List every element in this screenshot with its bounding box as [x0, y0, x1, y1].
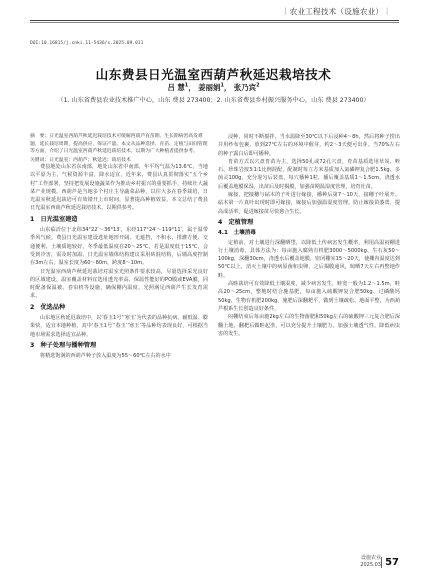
author-affil-mark: 1 — [184, 82, 189, 89]
paragraph: 闷棚结束后每亩施2kg左右的生物菌肥和50kg左右的硫酸钾三元复合肥后深翻土地，翻耙后做畦起垄，可以充分提升土壤肥力，加强土壤透气性，降低病虫害的发生。 — [218, 314, 400, 337]
journal-column-tag: ｜农业工程技术（设施农业）｜ — [281, 7, 391, 16]
paragraph: 日光温室西葫芦秋延迟栽培对温室光照条件要求较高，尽量选择采光良好的区域建设，温室覆盖材料宜选用透光率高、保温性能好的PO膜或EVA膜，同时配备保温被、卷帘机等设施，确保棚内温度、光照满足西葫芦生长发育需求。 — [30, 268, 208, 300]
paragraph: 山东地区秋延迟栽培中，以‘春玉1号’‘寒玉’为代表的品种抗病、耐低温、膨果快，适宜本地种植，其中‘春玉1号’‘春玉’‘寒玉’等品种均表现良好，可根据当地市场需求选择适宜品种。 — [30, 315, 208, 338]
right-column — [218, 133, 400, 338]
page-number: 57 — [381, 557, 399, 568]
abstract — [30, 133, 210, 164]
paragraph: 费县地处山东省东南部，地处山东省中南部，年平均气温为13.6℃，当地以平原为主，气候资源丰富，降水适宜，近年来，费县认真贯彻落实“五个乡村”工作部署，坚持把发展设施蔬菜作为推动乡村振兴的重要抓手，持续壮大蔬菜产业规模。西葫芦是当地多个村庄主导蔬菜品种，以往大多在春季栽培，日光温室秋延迟栽培可有效错开上市时间，显著提高种植效益，本文总结了费县日光温室西葫芦秋延迟栽培技术，以期供参考。 — [30, 164, 208, 212]
header-rule-thin — [30, 22, 399, 23]
author-list: 吕 慧$^1$， 姜丽娟$^1$， 张乃宾$^2$ — [167, 82, 260, 92]
abstract-text: 摘 要：日光温室西葫芦秋延迟栽培技术可缓解西葫芦育苗期、生长期病害高发难题，延长栽培周期，提高供应，保证产量。本文从品种选择、育苗、定植与田间管理等方面，介绍了日光温室西葫芦秋延迟栽培技术，以期为广大种植者提供参考。 — [30, 134, 208, 155]
section-heading: 1 日光温室建造 — [30, 215, 78, 223]
author-name: 姜丽娟 — [198, 83, 221, 92]
paragraph: 将精选饱满的西葫芦种子放入温度为55～60℃左右的水中 — [40, 353, 171, 360]
section-heading: 4 定植管理 — [218, 218, 254, 226]
section-heading: 2 优选品种 — [30, 303, 66, 311]
subsection-heading: 4.1 土壤消毒 — [218, 230, 256, 237]
left-column — [30, 163, 208, 361]
section-heading: 3 种子处理与播种管理 — [30, 341, 97, 349]
paragraph: 育苗方式以穴盘育苗为主，选择50孔或72孔穴盘，育苗基质选用草炭、蛭石、珍珠岩按3∶1∶1比例混配，配制时每立方米基质加入氮磷钾复合肥1.5kg、多菌灵100g，充分混匀后装盘，每穴播种1粒，播后覆盖基质1～1.5cm，浇透水后覆盖地膜保湿，出苗后及时揭膜，加强苗期温湿度管理，培育壮苗。 — [218, 158, 400, 190]
paragraph: 嫁接，把接穗与砧木的子叶进行嫁接，播种后第7～10天，接穗子叶展开、砧木第一片真叶出现时即可嫁接，嫁接后加强温湿度管理，防止嫁接苗萎蔫，提高成活率，促进嫁接苗尽快愈合生长。 — [218, 192, 400, 215]
author-affil-mark: 1 — [220, 82, 224, 89]
header-rule — [30, 20, 399, 21]
paragraph: 山东临沂位于北纬34°22′～36°13′，东经117°24′～119°11′，属于温带季风气候。费县日光温室建设选址地形开阔、无遮挡，不积水，排灌方便、交通便利、土壤质地较好，冬季最低温度在20～25℃，若是温度低于15℃，会受到冷害，需及时加温。日光温室墙体结构建议采用砖混结构，后墙高度控制在3m左右，温室长度为60～80m，跨度8～10m。 — [30, 227, 208, 267]
footer-journal-info — [360, 555, 381, 569]
paragraph: 高畦栽培可有效降低土壤湿度，减少病害发生，畦宽一般为1.2～1.5m，畦高20～25cm，整地时结合施基肥，每亩施入硫酸钾复合肥50kg、过磷酸钙50kg、生物有机肥200kg，施肥后深翻耙平，做到土壤疏松、地面平整，为西葫芦根系生长创造良好条件。 — [218, 281, 400, 312]
footer-journal-name: 设施农业 — [360, 555, 381, 561]
paragraph: 定植前，对土壤进行深翻晒垡，以降低土传病害发生概率，利用高温闷棚进行土壤消毒，具体方法为：每亩施入腐熟有机肥3000～5000kg、生石灰50～100kg，深翻30cm，浇透水后覆盖地膜，密闭棚室15～20天，使棚内温度达到50℃以上，消灭土壤中的病原菌和虫卵，之后揭膜通风，晾晒7天左右再整地作畦。 — [218, 239, 400, 279]
doi-line: DOI:10.16815/j.cnki.11-5436/s.2025.09.011 — [30, 41, 144, 46]
author-affil-mark: 2 — [256, 82, 260, 89]
author-affiliation: （1. 山东省费县农业技术推广中心，山东 费县 273400；2. 山东省费县乡村振兴服务中心，山东 费县 273400） — [57, 97, 370, 104]
author-name: 张乃宾 — [233, 83, 257, 92]
article-title: 山东费县日光温室西葫芦秋延迟栽培技术 — [95, 67, 332, 82]
keywords: 关键词：日光温室；西葫芦；秋延迟；栽培技术 — [30, 157, 131, 163]
paragraph: 浸种，同时不断搅拌，当水温降至30℃以下后浸种4～8h，然后将种子捞出并用纱布包裹，放到27℃左右的环境中催芽，约2～3天便可出芽。当70%左右的种子露白后即可播种。 — [218, 134, 400, 157]
author-name: 吕 慧 — [167, 83, 185, 92]
footer-issue-date: 2025.03 — [360, 562, 381, 568]
